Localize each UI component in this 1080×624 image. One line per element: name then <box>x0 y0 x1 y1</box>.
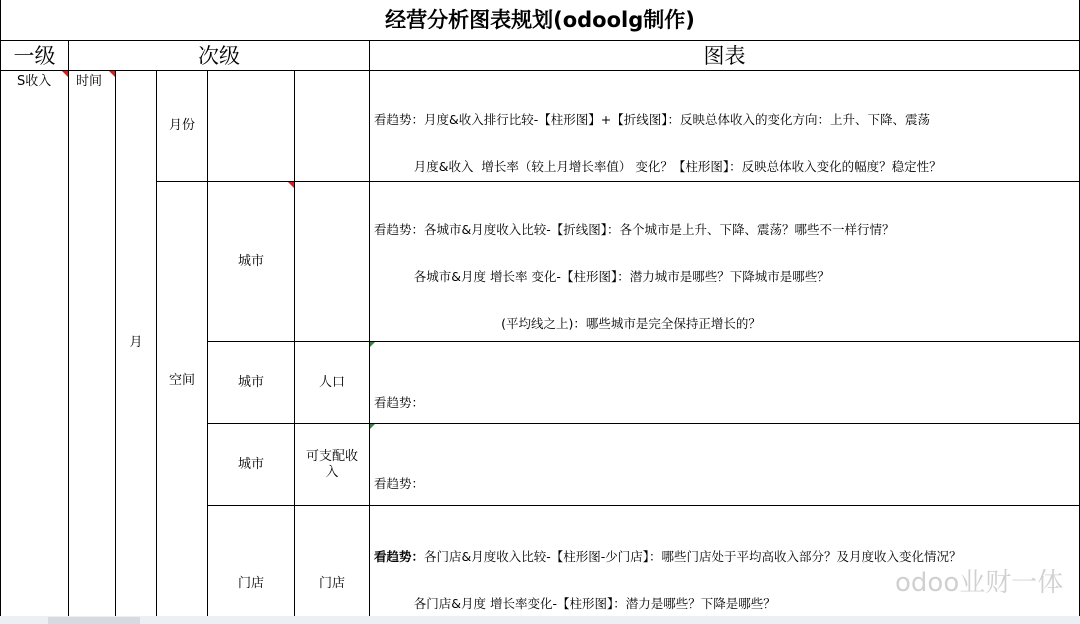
sheet-title <box>0 0 1080 41</box>
header-level2-text: 次级 <box>198 43 240 68</box>
r3-col4-text: 人口 <box>318 374 345 390</box>
cell-r1-col4[interactable] <box>295 71 370 182</box>
level1-label: S收入 <box>17 74 52 89</box>
r3-col3-text: 城市 <box>237 374 264 390</box>
comment-marker <box>109 71 115 77</box>
cell-r3-chart[interactable] <box>370 342 1080 424</box>
header-chart-text: 图表 <box>703 43 746 68</box>
cell-time[interactable] <box>69 71 116 624</box>
comment-marker <box>62 71 68 77</box>
cell-r4-col3[interactable] <box>208 424 295 506</box>
r5-col3-text: 门店 <box>237 576 264 591</box>
cell-r2-chart[interactable] <box>370 182 1080 342</box>
cell-r3-col3[interactable] <box>208 342 295 424</box>
r4-col4-text: 可支配收入 <box>305 448 358 480</box>
cell-r4-chart[interactable] <box>370 424 1080 506</box>
cell-space[interactable] <box>157 182 208 624</box>
cell-r5-col3[interactable] <box>208 506 295 624</box>
r2-line-1: 看趋势：各城市&月度收入比较-【折线图】：各个城市是上升、下降、震荡？哪些不一样行情？ <box>374 221 895 237</box>
cell-r4-col4[interactable] <box>295 424 370 506</box>
r1-line-2: 月度&收入 增长率（较上月增长率值） 变化？【柱形图】：反映总体收入变化的幅度？稳定性？ <box>374 158 942 174</box>
cell-r5-col4[interactable] <box>295 506 370 624</box>
r4-line-1: 看趋势： <box>374 476 425 492</box>
r5-line-1: 看趋势：各门店&月度收入比较-【柱形图-少门店】：哪些门店处于平均高收入部分？及月度收入变化情况？ <box>374 548 962 564</box>
r5-line-2: 各门店&月度 增长率变化-【柱形图】：潜力是哪些？下降是哪些？ <box>374 595 776 611</box>
r1-line-1: 看趋势：月度&收入排行比较-【柱形图】+【折线图】：反映总体收入的变化方向：上升、下降、震荡 <box>374 111 930 127</box>
cell-r3-col4[interactable] <box>295 342 370 424</box>
cell-r2-col3[interactable] <box>208 182 295 342</box>
r4-col3-text: 城市 <box>237 456 264 472</box>
header-level1-text: 一级 <box>13 43 56 68</box>
comment-marker <box>370 342 375 347</box>
r2-line-2: 各城市&月度 增长率 变化-【柱形图】：潜力城市是哪些？下降城市是哪些？ <box>374 268 830 284</box>
time-label: 时间 <box>76 74 103 89</box>
cell-level1[interactable] <box>0 71 69 624</box>
title-text: 经营分析图表规划(odoolg制作) <box>385 8 695 32</box>
r5-col4-text: 门店 <box>318 576 345 591</box>
r2-line-3: (平均线之上)：哪些城市是完全保持正增长的？ <box>374 316 761 332</box>
header-chart[interactable] <box>370 41 1080 71</box>
watermark-text: odoo业财一体 <box>895 568 1064 598</box>
scrollbar-thumb[interactable] <box>48 617 140 624</box>
r2-col3-text: 城市 <box>237 253 264 269</box>
cell-month-sub[interactable] <box>157 71 208 182</box>
cell-r2-col4[interactable] <box>295 182 370 342</box>
r3-line-1: 看趋势： <box>374 395 425 411</box>
comment-marker <box>288 182 294 188</box>
header-level1[interactable] <box>0 41 69 71</box>
horizontal-scrollbar[interactable] <box>0 616 1080 624</box>
header-level2[interactable] <box>69 41 370 71</box>
cell-r1-col3[interactable] <box>208 71 295 182</box>
month-sub-label: 月份 <box>168 118 195 133</box>
space-label: 空间 <box>168 373 195 388</box>
r5-line-1-prefix: 看趋势： <box>374 548 425 564</box>
cell-r1-chart[interactable] <box>370 71 1080 182</box>
month-label: 月 <box>129 334 143 350</box>
comment-marker <box>370 424 375 429</box>
cell-month[interactable] <box>116 71 157 624</box>
watermark <box>895 562 1063 599</box>
